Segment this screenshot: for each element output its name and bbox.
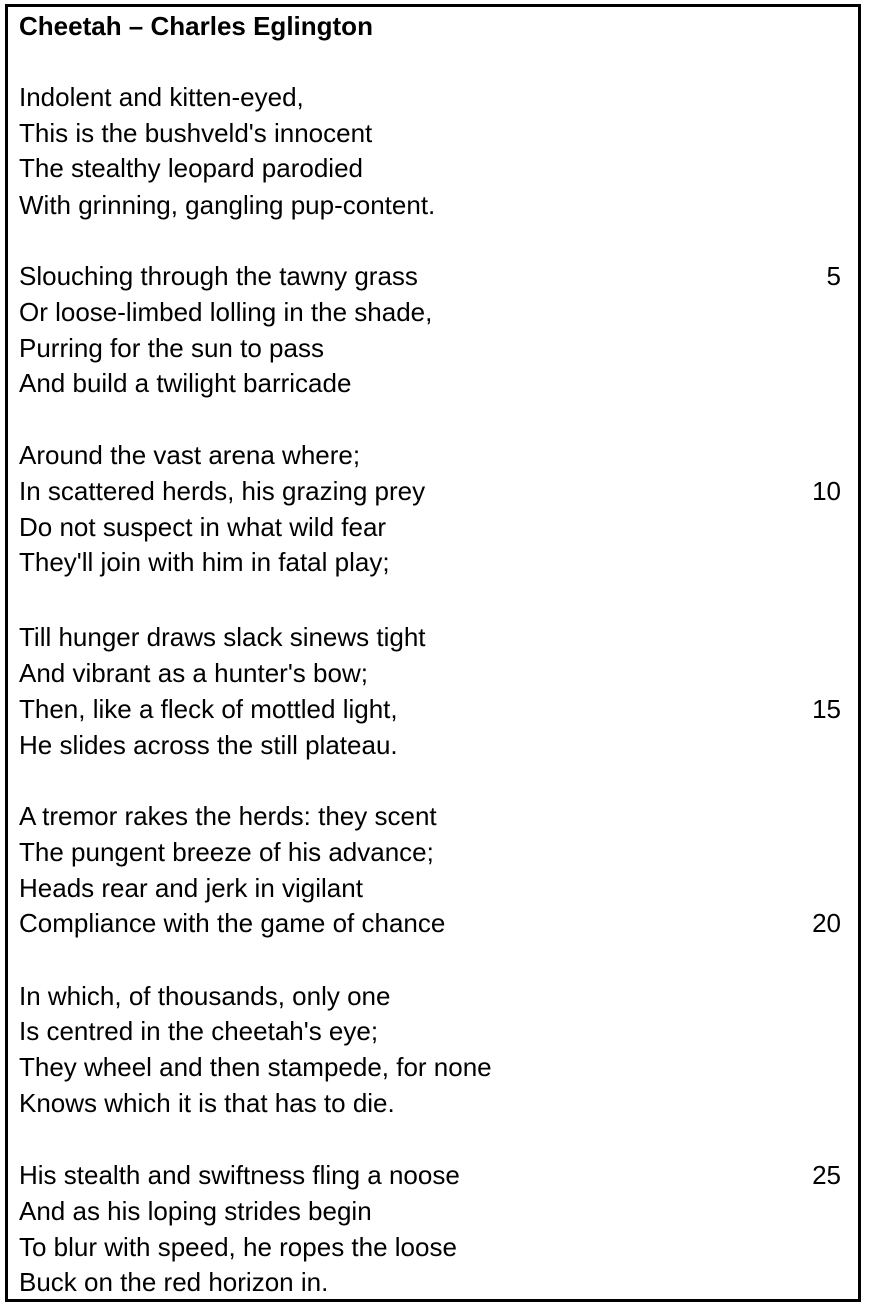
poem-line-11: Do not suspect in what wild fear bbox=[19, 512, 387, 542]
poem-line-22: Is centred in the cheetah's eye; bbox=[19, 1016, 379, 1046]
poem-line-23: They wheel and then stampede, for none bbox=[19, 1052, 492, 1082]
poem-line-3: The stealthy leopard parodied bbox=[19, 153, 364, 183]
poem-line-10: In scattered herds, his grazing prey bbox=[19, 476, 426, 506]
poem-line-14: And vibrant as a hunter's bow; bbox=[19, 658, 368, 688]
poem-line-19: Heads rear and jerk in vigilant bbox=[19, 873, 363, 903]
line-number-15: 15 bbox=[812, 694, 841, 724]
poem-line-5: Slouching through the tawny grass bbox=[19, 261, 418, 291]
poem-line-28: Buck on the red horizon in. bbox=[19, 1267, 329, 1297]
line-number-20: 20 bbox=[812, 908, 841, 938]
line-number-25: 25 bbox=[812, 1160, 841, 1190]
poem-line-4: With grinning, gangling pup-content. bbox=[19, 190, 436, 220]
poem-line-17: A tremor rakes the herds: they scent bbox=[19, 801, 437, 831]
poem-line-21: In which, of thousands, only one bbox=[19, 981, 391, 1011]
line-number-5: 5 bbox=[826, 261, 841, 291]
poem-line-9: Around the vast arena where; bbox=[19, 440, 361, 470]
poem-line-24: Knows which it is that has to die. bbox=[19, 1088, 395, 1118]
poem-line-12: They'll join with him in fatal play; bbox=[19, 547, 390, 577]
poem-line-27: To blur with speed, he ropes the loose bbox=[19, 1232, 457, 1262]
poem-line-26: And as his loping strides begin bbox=[19, 1196, 372, 1226]
line-number-10: 10 bbox=[812, 476, 841, 506]
poem-line-25: His stealth and swiftness fling a noose bbox=[19, 1160, 460, 1190]
poem-line-13: Till hunger draws slack sinews tight bbox=[19, 622, 426, 652]
poem-line-18: The pungent breeze of his advance; bbox=[19, 837, 434, 867]
poem-title: Cheetah – Charles Eglington bbox=[19, 11, 373, 41]
poem-line-20: Compliance with the game of chance bbox=[19, 908, 446, 938]
poem-line-2: This is the bushveld's innocent bbox=[19, 118, 373, 148]
poem-line-6: Or loose-limbed lolling in the shade, bbox=[19, 297, 433, 327]
poem-line-7: Purring for the sun to pass bbox=[19, 333, 324, 363]
poem-line-8: And build a twilight barricade bbox=[19, 368, 352, 398]
poem-line-1: Indolent and kitten-eyed, bbox=[19, 82, 304, 112]
poem-line-15: Then, like a fleck of mottled light, bbox=[19, 694, 398, 724]
poem-line-16: He slides across the still plateau. bbox=[19, 730, 398, 760]
